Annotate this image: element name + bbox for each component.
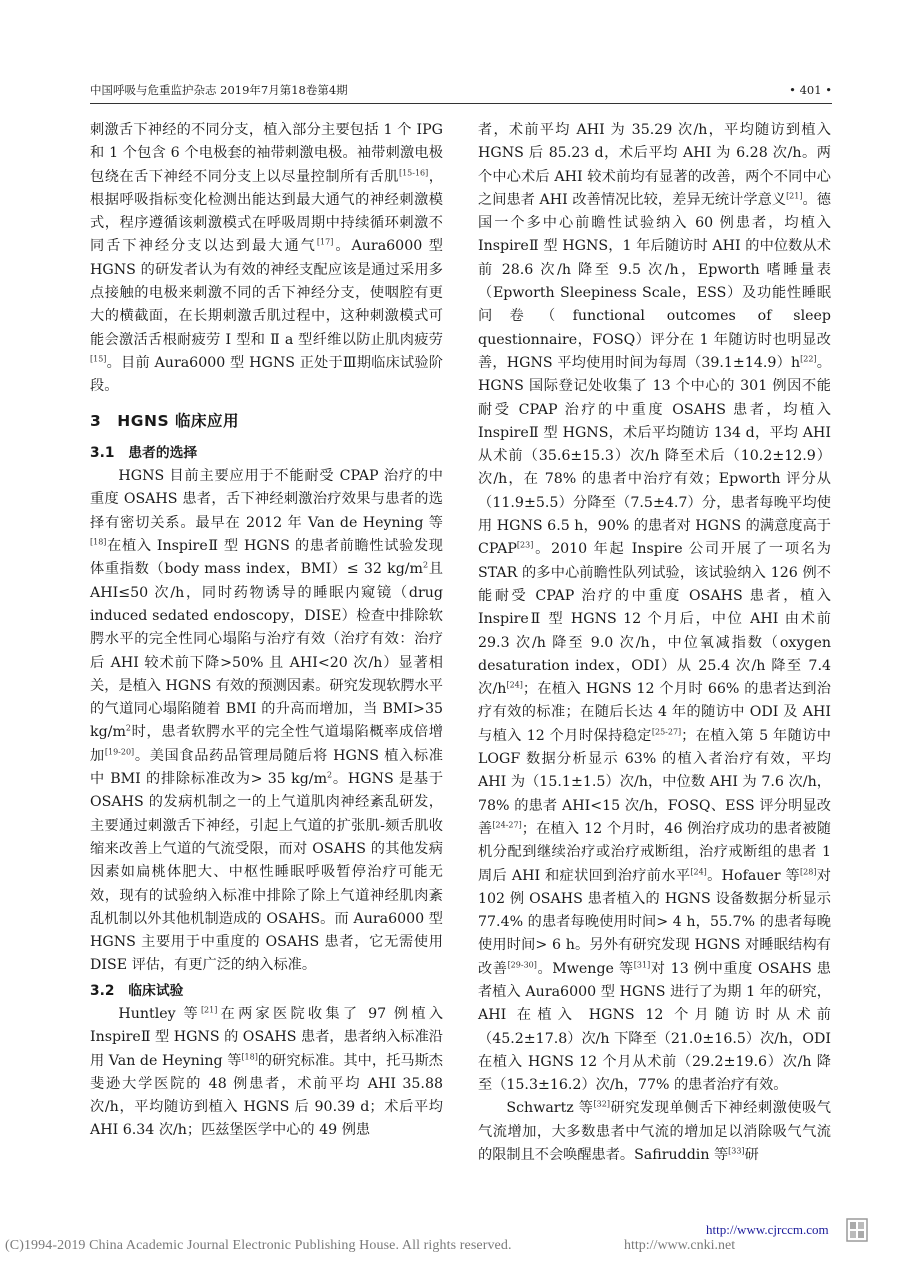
paragraph: 者，术前平均 AHI 为 35.29 次/h，平均随访到植入 HGNS 后 85.23 d，术后平均 AHI 为 6.28 次/h。两个中心术后 AHI 较术前均有显著的改善，两个不同中心之间患者 AHI 改善情况比较，差异无统计学意义[21]。德国一个多中心前瞻性试验纳入 60 例患者，均植入 InspireⅡ 型 HGNS，1 年后随访时 AHI 的中位数从术前 28.6 次/h 降至 9.5 次/h，Epworth 嗜睡量表（Epworth Sleepiness Scale，ESS）及功能性睡眠问卷（functional outcomes of sleep questionnaire，FOSQ）评分在 1 年随访时也明显改善，HGNS 平均使用时间为每周（39.1±14.9）h[22]。HGNS 国际登记处收集了 13 个中心的 301 例因不能耐受 CPAP 治疗的中重度 OSAHS 患者，均植入 InspireⅡ 型 HGNS，术后平均随访 134 d，平均 AHI 从术前（35.6±15.3）次/h 降至术后（10.2±12.9）次/h，在 78% 的患者中治疗有效；Epworth 评分从（11.9±5.5）分降至（7.5±4.7）分，患者每晚平均使用 HGNS 6.5 h，90% 的患者对 HGNS 的满意度高于 CPAP[23]。2010 年起 Inspire 公司开展了一项名为 STAR 的多中心前瞻性队列试验，该试验纳入 126 例不能耐受 CPAP 治疗的中重度 OSAHS 患者，植入 InspireⅡ 型 HGNS 12 个月后，中位 AHI 由术前 29.3 次/h 降至 9.0 次/h，中位氧减指数（oxygen desaturation index，ODI）从 25.4 次/h 降至 7.4 次/h[24]；在植入 HGNS 12 个月时 66% 的患者达到治疗有效的标准；在随后长达 4 年的随访中 ODI 及 AHI 与植入 12 个月时保持稳定[25-27]；在植入第 5 年随访中 LOGF 数据分析显示 63% 的植入者治疗有效，平均 AHI 为（15.1±1.5）次/h，中位数 AHI 为 7.6 次/h，78% 的患者 AHI<15 次/h，FOSQ、ESS 评分明显改善[24-27]；在植入 12 个月时，46 例治疗成功的患者被随机分配到继续治疗或治疗戒断组，治疗戒断组的患者 1 周后 AHI 和症状回到治疗前水平[24]。Hofauer 等[28]对 102 例 OSAHS 患者植入的 HGNS 设备数据分析显示 77.4% 的患者每晚使用时间> 4 h，55.7% 的患者每晚使用时间> 6 h。另外有研究发现 HGNS 对睡眠结构有改善[29-30]。Mwenge 等[31]对 13 例中重度 OSAHS 患者植入 Aura6000 型 HGNS 进行了为期 1 年的研究，AHI 在植入 HGNS 12 个月随访时从术前（45.2±17.8）次/h 下降至（21.0±16.5）次/h，ODI 在植入 HGNS 12 个月从术前（29.2±19.6）次/h 降至（15.3±16.2）次/h，77% 的患者治疗有效。 — [478, 122, 831, 1094]
citation: [32] — [593, 1099, 610, 1109]
journal-info: 中国呼吸与危重监护杂志 2019年7月第18卷第4期 — [90, 83, 348, 97]
citation: [18] — [90, 537, 107, 547]
left-column — [90, 119, 443, 1143]
citation: [17] — [316, 237, 334, 247]
superscript: 2 — [327, 770, 333, 780]
citation: [31] — [633, 959, 651, 969]
citation: [18] — [241, 1051, 258, 1061]
paragraph: 刺激舌下神经的不同分支，植入部分主要包括 1 个 IPG 和 1 个包含 6 个电极套的袖带刺激电极。袖带刺激电极包绕在舌下神经不同分支上以尽量控制所有舌肌[15-16]，根据呼吸指标变化检测出能达到最大通气的神经刺激模式，程序遵循该刺激模式在呼吸周期中持续循环刺激不同舌下神经分支以达到最大通气[17]。Aura6000 型 HGNS 的研发者认为有效的神经支配应该是通过采用多点接触的电极来刺激不同的舌下神经分支，使咽腔有更大的横截面，在长期刺激舌肌过程中，这种刺激模式可能会激活舌根耐疲劳 Ⅰ 型和 Ⅱ a 型纤维以防止肌肉疲劳[15]。目前 Aura6000 型 HGNS 正处于Ⅲ期临床试验阶段。 — [90, 122, 443, 395]
citation: [15-16] — [398, 167, 429, 177]
copyright-notice: (C)1994-2019 China Academic Journal Electronic Publishing House. All rights reserved. — [5, 1238, 512, 1253]
header-rule — [90, 103, 832, 104]
journal-url-link[interactable]: http://www.cjrccm.com — [706, 1222, 829, 1237]
paragraph: Huntley 等[21]在两家医院收集了 97 例植入 InspireⅡ 型 HGNS 的 OSAHS 患者，患者纳入标准沿用 Van de Heyning 等[18]的研究标准。其中，托马斯杰斐逊大学医院的 48 例患者，术前平均 AHI 35.88 次/h，平均随访到植入 HGNS 后 90.39 d；术后平均 AHI 6.34 次/h；匹兹堡医学中心的 49 例患 — [90, 1005, 444, 1139]
paragraph: HGNS 目前主要应用于不能耐受 CPAP 治疗的中重度 OSAHS 患者，舌下神经刺激治疗效果与患者的选择有密切关系。最早在 2012 年 Van de Heyning 等[18]在植入 InspireⅡ 型 HGNS 的患者前瞻性试验发现体重指数（body mass index，BMI）≤ 32 $kg/m^2$且 AHI≤50 次/h，同时药物诱导的睡眠内窥镜（drug induced sedated endoscopy，DISE）检查中排除软腭水平的完全性同心塌陷与治疗有效（治疗有效：治疗后 AHI 较术前下降>50% 且 AHI<20 次/h）显著相关，是植入 HGNS 有效的预测因素。研究发现软腭水平的气道同心塌陷随着 BMI 的升高而增加，当 BMI>35 $kg/m^2$时，患者软腭水平的完全性气道塌陷概率成倍增加[19-20]。美国食品药品管理局随后将 HGNS 植入标准中 BMI 的排除标准改为> 35 $kg/m^2$。HGNS 是基于 OSAHS 的发病机制之一的上气道肌肉神经紊乱研发，主要通过刺激舌下神经，引起上气道的扩张肌-颏舌肌收缩来改善上气道的气流受限，而对 OSAHS 的其他发病因素如扁桃体肥大、中枢性睡眠呼吸暂停治疗可能无效，现有的试验纳入标准中排除了除上气道神经肌肉紊乱机制以外其他机制造成的 OSAHS。而 Aura6000 型 HGNS 主要用于中重度的 OSAHS 患者，它无需使用 DISE 评估，有更广泛的纳入标准。 — [90, 468, 444, 974]
section-heading: 3 HGNS 临床应用 — [90, 411, 240, 430]
citation: [25-27] — [651, 726, 682, 736]
footer — [0, 1222, 905, 1272]
page-number: • 401 • — [789, 83, 832, 97]
citation: [28] — [800, 866, 817, 876]
citation: [21] — [786, 191, 803, 201]
paragraph: Schwartz 等[32]研究发现单侧舌下神经刺激使吸气气流增加，大多数患者中气流的增加足以消除吸气气流的限制且不会唤醒患者。Safiruddin 等[33]研 — [478, 1099, 831, 1164]
citation: [21] — [200, 1005, 218, 1015]
citation: [15] — [90, 354, 107, 364]
right-column — [478, 119, 831, 1167]
citation: [29-30] — [507, 959, 537, 969]
subsection-heading: 3.1 患者的选择 — [90, 444, 198, 461]
superscript: 2 — [125, 723, 132, 733]
citation: [24-27] — [492, 820, 522, 830]
citation: [19-20] — [104, 746, 135, 756]
citation: [33] — [728, 1146, 745, 1156]
running-header — [90, 82, 832, 98]
subsection-heading: 3.2 临床试验 — [90, 982, 184, 999]
citation: [23] — [516, 540, 534, 550]
citation: [22] — [800, 354, 817, 364]
superscript: 2 — [423, 560, 429, 570]
citation: [24] — [506, 680, 523, 690]
citation: [24] — [690, 866, 707, 876]
cnki-link[interactable]: http://www.cnki.net — [624, 1238, 736, 1253]
cnki-seal-icon — [846, 1218, 868, 1242]
